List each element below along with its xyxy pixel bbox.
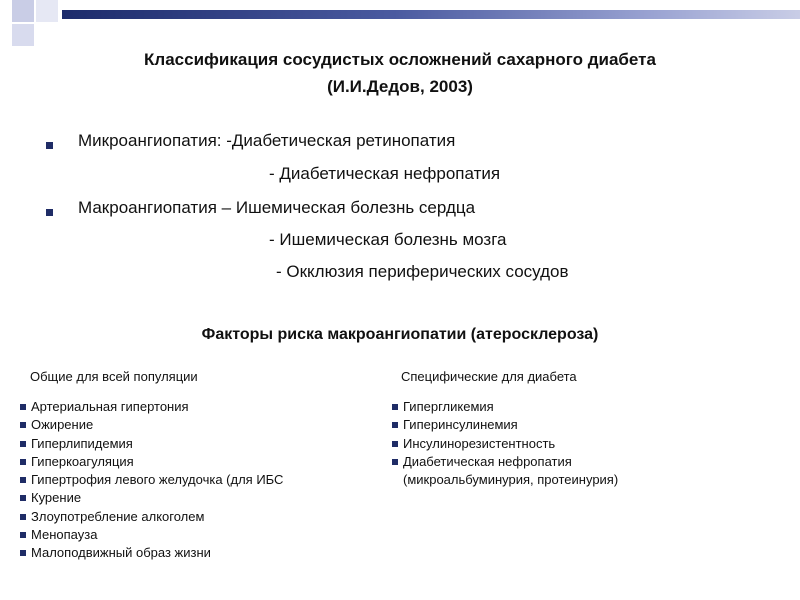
bullet-square-icon	[20, 459, 26, 465]
bullet-square-icon	[20, 441, 26, 447]
list-item-text: Ожирение	[31, 417, 94, 433]
specific-column-heading: Специфические для диабета	[401, 369, 577, 384]
bullet-square-icon	[392, 459, 398, 465]
risk-factors-title: Факторы риска макроангиопатии (атеросклероза)	[201, 326, 599, 343]
list-item	[20, 435, 380, 453]
bullet-square-icon	[20, 532, 26, 538]
bullet-square-icon	[392, 404, 398, 410]
list-item-text: Курение	[31, 490, 82, 506]
list-item-text: Малоподвижный образ жизни	[31, 545, 211, 561]
header-gradient-bar	[62, 10, 800, 19]
list-item-note: (микроальбуминурия, протеинурия)	[403, 472, 619, 488]
bullet-square-icon	[20, 422, 26, 428]
list-item-text: Гиперинсулинемия	[403, 417, 518, 433]
list-item	[20, 526, 380, 544]
list-item-text: Менопауза	[31, 527, 98, 543]
list-item-text: Гиперкоагуляция	[31, 453, 134, 469]
micro-line	[78, 130, 455, 152]
list-item-text: Инсулинорезистентность	[403, 435, 556, 451]
macro-item: - Окклюзия периферических сосудов	[276, 262, 569, 281]
list-item	[20, 471, 380, 489]
general-risk-list	[20, 398, 380, 563]
list-item	[20, 398, 380, 416]
bullet-square-icon	[20, 477, 26, 483]
decor-square	[12, 0, 34, 22]
bullet-square-icon	[46, 142, 53, 149]
list-item-text: Гипертрофия левого желудочка (для ИБС	[31, 472, 284, 488]
macro-item: - Ишемическая болезнь мозга	[269, 230, 507, 249]
decor-square	[36, 0, 58, 22]
list-item	[20, 416, 380, 434]
bullet-square-icon	[20, 514, 26, 520]
macro-line	[78, 197, 475, 219]
bullet-square-icon	[46, 209, 53, 216]
list-item-text: Злоупотребление алкоголем	[31, 508, 205, 524]
micro-label: Микроангиопатия:	[78, 131, 222, 150]
slide-title: Классификация сосудистых осложнений сахарного диабета	[144, 50, 656, 69]
list-item-text: Артериальная гипертония	[31, 399, 189, 414]
macro-item: Ишемическая болезнь сердца	[235, 198, 476, 217]
list-item	[392, 453, 792, 490]
specific-risk-list	[392, 398, 792, 489]
slide-title-source: (И.И.Дедов, 2003)	[327, 77, 473, 96]
list-item	[392, 435, 792, 453]
list-item	[392, 398, 792, 416]
bullet-square-icon	[20, 550, 26, 556]
list-item	[20, 508, 380, 526]
list-item	[392, 416, 792, 434]
list-item-text: Гиперлипидемия	[31, 435, 133, 451]
bullet-square-icon	[392, 422, 398, 428]
decor-square	[12, 24, 34, 46]
list-item	[20, 544, 380, 562]
micro-item: - Диабетическая нефропатия	[269, 164, 501, 183]
list-item	[20, 453, 380, 471]
micro-item: -Диабетическая ретинопатия	[226, 131, 456, 150]
bullet-square-icon	[20, 495, 26, 501]
list-item-text: Гипергликемия	[403, 399, 494, 414]
list-item	[20, 489, 380, 507]
list-item-text: Диабетическая нефропатия	[403, 453, 572, 469]
bullet-square-icon	[20, 404, 26, 410]
bullet-square-icon	[392, 441, 398, 447]
general-column-heading: Общие для всей популяции	[30, 369, 198, 384]
macro-label: Макроангиопатия –	[78, 198, 232, 217]
